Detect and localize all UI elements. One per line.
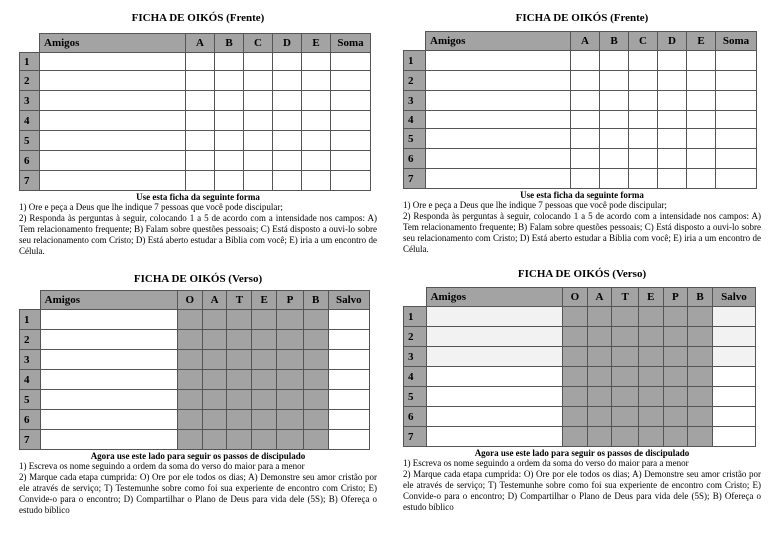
header-d: D xyxy=(658,32,687,51)
corner-cell xyxy=(20,291,41,310)
sum-cell[interactable] xyxy=(716,169,757,189)
front-table xyxy=(19,33,371,191)
instruction-1: 1) Escreva os nome seguindo a ordem da soma do verso do maior para a menor xyxy=(19,461,305,471)
step-cell[interactable] xyxy=(688,407,713,427)
step-cell[interactable] xyxy=(277,410,304,430)
score-cell[interactable] xyxy=(600,91,629,111)
header-salvo: Salvo xyxy=(328,291,369,310)
sum-cell[interactable] xyxy=(716,51,757,71)
saved-cell[interactable] xyxy=(712,307,755,327)
score-cell[interactable] xyxy=(302,71,331,91)
row-number: 2 xyxy=(404,71,426,91)
step-cell[interactable] xyxy=(202,390,227,410)
score-cell[interactable] xyxy=(571,51,600,71)
friend-cell[interactable] xyxy=(426,327,562,347)
header-a: A xyxy=(186,34,215,53)
friend-cell[interactable] xyxy=(426,71,571,91)
header-t: T xyxy=(227,291,252,310)
corner-cell xyxy=(404,32,426,51)
instruction-1: 1) Escreva os nome seguindo a ordem da soma do verso do maior para a menor xyxy=(403,458,689,468)
friend-cell[interactable] xyxy=(40,151,186,171)
step-cell[interactable] xyxy=(227,390,252,410)
step-cell[interactable] xyxy=(612,427,639,447)
step-cell[interactable] xyxy=(612,367,639,387)
score-cell[interactable] xyxy=(600,71,629,91)
score-cell[interactable] xyxy=(302,171,331,191)
back-title: FICHA DE OIKÓS (Verso) xyxy=(133,273,263,285)
row-number: 2 xyxy=(404,327,427,347)
saved-cell[interactable] xyxy=(712,347,755,367)
row-number: 5 xyxy=(404,129,426,149)
instructions-heading: Use esta ficha da seguinte forma xyxy=(520,190,644,200)
step-cell[interactable] xyxy=(177,330,202,350)
header-b: B xyxy=(688,288,713,307)
score-cell[interactable] xyxy=(658,111,687,129)
score-cell[interactable] xyxy=(215,91,244,111)
row-number: 3 xyxy=(404,91,426,111)
step-cell[interactable] xyxy=(663,347,688,367)
front-panel-left xyxy=(19,12,377,257)
step-cell[interactable] xyxy=(587,407,612,427)
score-cell[interactable] xyxy=(244,111,273,131)
row-number: 1 xyxy=(20,53,40,71)
score-cell[interactable] xyxy=(244,151,273,171)
score-cell[interactable] xyxy=(273,91,302,111)
score-cell[interactable] xyxy=(571,149,600,169)
sum-cell[interactable] xyxy=(716,91,757,111)
step-cell[interactable] xyxy=(252,370,277,390)
step-cell[interactable] xyxy=(587,347,612,367)
sum-cell[interactable] xyxy=(716,149,757,169)
step-cell[interactable] xyxy=(663,327,688,347)
score-cell[interactable] xyxy=(687,71,716,91)
step-cell[interactable] xyxy=(252,430,277,450)
score-cell[interactable] xyxy=(273,131,302,151)
score-cell[interactable] xyxy=(658,71,687,91)
saved-cell[interactable] xyxy=(328,350,369,370)
step-cell[interactable] xyxy=(177,350,202,370)
score-cell[interactable] xyxy=(658,149,687,169)
sum-cell[interactable] xyxy=(716,71,757,91)
step-cell[interactable] xyxy=(587,387,612,407)
score-cell[interactable] xyxy=(244,53,273,71)
step-cell[interactable] xyxy=(563,427,588,447)
row-number: 2 xyxy=(20,330,41,350)
back-title: FICHA DE OIKÓS (Verso) xyxy=(517,268,647,280)
header-e: E xyxy=(638,288,663,307)
header-a: A xyxy=(587,288,612,307)
step-cell[interactable] xyxy=(563,367,588,387)
score-cell[interactable] xyxy=(215,131,244,151)
score-cell[interactable] xyxy=(215,53,244,71)
header-o: O xyxy=(563,288,588,307)
step-cell[interactable] xyxy=(227,330,252,350)
row-number: 1 xyxy=(404,307,427,327)
score-cell[interactable] xyxy=(215,71,244,91)
step-cell[interactable] xyxy=(612,327,639,347)
row-number: 6 xyxy=(404,407,427,427)
header-a: A xyxy=(571,32,600,51)
score-cell[interactable] xyxy=(687,91,716,111)
saved-cell[interactable] xyxy=(328,390,369,410)
front-title: FICHA DE OIKÓS (Frente) xyxy=(131,12,265,24)
header-amigos: Amigos xyxy=(40,34,186,53)
score-cell[interactable] xyxy=(571,91,600,111)
score-cell[interactable] xyxy=(658,51,687,71)
score-cell[interactable] xyxy=(302,131,331,151)
step-cell[interactable] xyxy=(638,347,663,367)
score-cell[interactable] xyxy=(302,111,331,131)
score-cell[interactable] xyxy=(186,151,215,171)
friend-cell[interactable] xyxy=(426,307,562,327)
step-cell[interactable] xyxy=(303,430,328,450)
friend-cell[interactable] xyxy=(426,51,571,71)
saved-cell[interactable] xyxy=(712,387,755,407)
sum-cell[interactable] xyxy=(331,71,371,91)
corner-cell xyxy=(20,34,40,53)
score-cell[interactable] xyxy=(600,169,629,189)
step-cell[interactable] xyxy=(563,347,588,367)
saved-cell[interactable] xyxy=(712,407,755,427)
saved-cell[interactable] xyxy=(328,370,369,390)
sum-cell[interactable] xyxy=(331,171,371,191)
step-cell[interactable] xyxy=(663,307,688,327)
step-cell[interactable] xyxy=(638,327,663,347)
instruction-1: 1) Ore e peça a Deus que lhe indique 7 pessoas que você pode discipular; xyxy=(19,202,283,212)
step-cell[interactable] xyxy=(563,327,588,347)
back-table xyxy=(403,287,756,447)
front-title: FICHA DE OIKÓS (Frente) xyxy=(515,12,649,24)
friend-cell[interactable] xyxy=(40,131,186,151)
saved-cell[interactable] xyxy=(328,410,369,430)
step-cell[interactable] xyxy=(177,430,202,450)
saved-cell[interactable] xyxy=(712,427,755,447)
score-cell[interactable] xyxy=(600,51,629,71)
step-cell[interactable] xyxy=(177,310,202,330)
friend-cell[interactable] xyxy=(426,111,571,129)
header-b: B xyxy=(600,32,629,51)
score-cell[interactable] xyxy=(244,131,273,151)
sum-cell[interactable] xyxy=(331,131,371,151)
step-cell[interactable] xyxy=(277,350,304,370)
front-table xyxy=(403,31,757,189)
step-cell[interactable] xyxy=(303,370,328,390)
friend-cell[interactable] xyxy=(40,111,186,131)
step-cell[interactable] xyxy=(227,310,252,330)
score-cell[interactable] xyxy=(571,129,600,149)
row-number: 2 xyxy=(20,71,40,91)
step-cell[interactable] xyxy=(303,350,328,370)
friend-cell[interactable] xyxy=(40,71,186,91)
header-salvo: Salvo xyxy=(712,288,755,307)
score-cell[interactable] xyxy=(186,131,215,151)
friend-cell[interactable] xyxy=(426,91,571,111)
step-cell[interactable] xyxy=(688,367,713,387)
back-table xyxy=(19,290,370,450)
step-cell[interactable] xyxy=(638,407,663,427)
step-cell[interactable] xyxy=(177,410,202,430)
step-cell[interactable] xyxy=(563,407,588,427)
step-cell[interactable] xyxy=(688,327,713,347)
step-cell[interactable] xyxy=(563,307,588,327)
row-number: 5 xyxy=(20,131,40,151)
friend-cell[interactable] xyxy=(40,410,177,430)
header-o: O xyxy=(177,291,202,310)
step-cell[interactable] xyxy=(252,390,277,410)
header-amigos: Amigos xyxy=(426,32,571,51)
score-cell[interactable] xyxy=(658,169,687,189)
step-cell[interactable] xyxy=(612,387,639,407)
score-cell[interactable] xyxy=(600,149,629,169)
step-cell[interactable] xyxy=(663,367,688,387)
sum-cell[interactable] xyxy=(331,53,371,71)
instruction-2: 2) Responda às perguntas à seguir, colocando 1 a 5 de acordo com a intensidade nos campos: A) Tem relacionamento frequente; B) Falam sobre questões pessoais; C) Está disposto a ouvi-lo sobre seu relacionamento com Cristo; D) Está aberto estudar a Bíblia com você; E) iria a um encontro de Célula. xyxy=(19,213,377,256)
step-cell[interactable] xyxy=(663,427,688,447)
friend-cell[interactable] xyxy=(426,169,571,189)
score-cell[interactable] xyxy=(186,171,215,191)
friend-cell[interactable] xyxy=(40,430,177,450)
step-cell[interactable] xyxy=(202,410,227,430)
score-cell[interactable] xyxy=(186,111,215,131)
score-cell[interactable] xyxy=(629,149,658,169)
friend-cell[interactable] xyxy=(40,310,177,330)
header-p: P xyxy=(277,291,304,310)
step-cell[interactable] xyxy=(587,327,612,347)
score-cell[interactable] xyxy=(629,71,658,91)
instructions-heading: Agora use este lado para seguir os passos de discipulado xyxy=(90,451,306,461)
step-cell[interactable] xyxy=(688,427,713,447)
score-cell[interactable] xyxy=(186,53,215,71)
score-cell[interactable] xyxy=(273,171,302,191)
step-cell[interactable] xyxy=(202,370,227,390)
step-cell[interactable] xyxy=(202,350,227,370)
score-cell[interactable] xyxy=(215,171,244,191)
step-cell[interactable] xyxy=(303,310,328,330)
row-number: 3 xyxy=(20,350,41,370)
sum-cell[interactable] xyxy=(331,111,371,131)
friend-cell[interactable] xyxy=(40,330,177,350)
instruction-1: 1) Ore e peça a Deus que lhe indique 7 pessoas que você pode discipular; xyxy=(403,200,667,210)
score-cell[interactable] xyxy=(687,149,716,169)
header-a: A xyxy=(202,291,227,310)
back-panel-right xyxy=(403,268,761,513)
row-number: 3 xyxy=(404,347,427,367)
back-panel-left xyxy=(19,273,377,516)
row-number: 7 xyxy=(20,171,40,191)
row-number: 5 xyxy=(20,390,41,410)
saved-cell[interactable] xyxy=(712,367,755,387)
friend-cell[interactable] xyxy=(40,91,186,111)
score-cell[interactable] xyxy=(215,151,244,171)
step-cell[interactable] xyxy=(638,387,663,407)
score-cell[interactable] xyxy=(600,129,629,149)
row-number: 5 xyxy=(404,387,427,407)
row-number: 1 xyxy=(20,310,41,330)
step-cell[interactable] xyxy=(303,410,328,430)
step-cell[interactable] xyxy=(612,347,639,367)
instruction-2: 2) Marque cada etapa cumprida: O) Ore por ele todos os dias; A) Demonstre seu amor cristão por ele através de serviço; T) Testemunhe sobre como foi sua experiente de encontro com Cristo; E) Convide-o para o encontro; D) Compartilhar o Plano de Deus para vida dele (5S); B) Ofereça o estudo bíblico xyxy=(403,469,761,512)
friend-cell[interactable] xyxy=(40,53,186,71)
row-number: 6 xyxy=(20,151,40,171)
header-d: D xyxy=(273,34,302,53)
header-amigos: Amigos xyxy=(426,288,562,307)
step-cell[interactable] xyxy=(252,410,277,430)
step-cell[interactable] xyxy=(612,307,639,327)
header-b: B xyxy=(303,291,328,310)
step-cell[interactable] xyxy=(688,347,713,367)
friend-cell[interactable] xyxy=(40,350,177,370)
step-cell[interactable] xyxy=(612,407,639,427)
header-soma: Soma xyxy=(331,34,371,53)
score-cell[interactable] xyxy=(273,71,302,91)
header-e: E xyxy=(302,34,331,53)
step-cell[interactable] xyxy=(227,410,252,430)
saved-cell[interactable] xyxy=(328,310,369,330)
step-cell[interactable] xyxy=(177,370,202,390)
score-cell[interactable] xyxy=(571,111,600,129)
header-p: P xyxy=(663,288,688,307)
score-cell[interactable] xyxy=(629,129,658,149)
step-cell[interactable] xyxy=(277,430,304,450)
step-cell[interactable] xyxy=(252,310,277,330)
step-cell[interactable] xyxy=(663,387,688,407)
header-c: C xyxy=(244,34,273,53)
friend-cell[interactable] xyxy=(426,407,562,427)
step-cell[interactable] xyxy=(227,370,252,390)
row-number: 4 xyxy=(404,367,427,387)
step-cell[interactable] xyxy=(663,407,688,427)
instruction-2: 2) Marque cada etapa cumprida: O) Ore por ele todos os dias; A) Demonstre seu amor cristão por ele através de serviço; T) Testemunhe sobre como foi sua experiente de encontro com Cristo; E) Convide-o para o encontro; D) Compartilhar o Plano de Deus para vida dele (5S); B) Ofereça o estudo bíblico xyxy=(19,472,377,515)
step-cell[interactable] xyxy=(252,350,277,370)
saved-cell[interactable] xyxy=(712,327,755,347)
step-cell[interactable] xyxy=(587,427,612,447)
score-cell[interactable] xyxy=(629,111,658,129)
step-cell[interactable] xyxy=(638,427,663,447)
sum-cell[interactable] xyxy=(331,151,371,171)
row-number: 7 xyxy=(404,169,426,189)
score-cell[interactable] xyxy=(687,111,716,129)
score-cell[interactable] xyxy=(273,151,302,171)
score-cell[interactable] xyxy=(215,111,244,131)
friend-cell[interactable] xyxy=(40,171,186,191)
row-number: 4 xyxy=(404,111,426,129)
step-cell[interactable] xyxy=(638,307,663,327)
front-panel-right xyxy=(403,12,761,255)
step-cell[interactable] xyxy=(587,367,612,387)
header-e: E xyxy=(687,32,716,51)
score-cell[interactable] xyxy=(687,51,716,71)
step-cell[interactable] xyxy=(277,390,304,410)
friend-cell[interactable] xyxy=(426,427,562,447)
friend-cell[interactable] xyxy=(40,370,177,390)
score-cell[interactable] xyxy=(571,71,600,91)
step-cell[interactable] xyxy=(587,307,612,327)
header-amigos: Amigos xyxy=(40,291,177,310)
score-cell[interactable] xyxy=(244,71,273,91)
header-soma: Soma xyxy=(716,32,757,51)
score-cell[interactable] xyxy=(687,129,716,149)
header-t: T xyxy=(612,288,639,307)
row-number: 7 xyxy=(404,427,427,447)
step-cell[interactable] xyxy=(227,430,252,450)
row-number: 6 xyxy=(20,410,41,430)
score-cell[interactable] xyxy=(302,91,331,111)
score-cell[interactable] xyxy=(302,53,331,71)
friend-cell[interactable] xyxy=(426,129,571,149)
step-cell[interactable] xyxy=(177,390,202,410)
friend-cell[interactable] xyxy=(40,390,177,410)
instructions-heading: Agora use este lado para seguir os passos de discipulado xyxy=(474,448,690,458)
step-cell[interactable] xyxy=(202,310,227,330)
saved-cell[interactable] xyxy=(328,330,369,350)
step-cell[interactable] xyxy=(563,387,588,407)
score-cell[interactable] xyxy=(629,51,658,71)
score-cell[interactable] xyxy=(186,71,215,91)
instructions-heading: Use esta ficha da seguinte forma xyxy=(136,192,260,202)
score-cell[interactable] xyxy=(244,171,273,191)
step-cell[interactable] xyxy=(303,330,328,350)
score-cell[interactable] xyxy=(629,91,658,111)
friend-cell[interactable] xyxy=(426,367,562,387)
row-number: 4 xyxy=(20,111,40,131)
row-number: 4 xyxy=(20,370,41,390)
score-cell[interactable] xyxy=(273,53,302,71)
score-cell[interactable] xyxy=(273,111,302,131)
header-e: E xyxy=(252,291,277,310)
step-cell[interactable] xyxy=(688,387,713,407)
step-cell[interactable] xyxy=(277,370,304,390)
sum-cell[interactable] xyxy=(331,91,371,111)
step-cell[interactable] xyxy=(202,330,227,350)
score-cell[interactable] xyxy=(571,169,600,189)
sum-cell[interactable] xyxy=(716,111,757,129)
row-number: 7 xyxy=(20,430,41,450)
friend-cell[interactable] xyxy=(426,387,562,407)
score-cell[interactable] xyxy=(658,129,687,149)
sum-cell[interactable] xyxy=(716,129,757,149)
row-number: 3 xyxy=(20,91,40,111)
instruction-2: 2) Responda às perguntas à seguir, colocando 1 a 5 de acordo com a intensidade nos campos: A) Tem relacionamento frequente; B) Falam sobre questões pessoais; C) Está disposto a ouvi-lo sobre seu relacionamento com Cristo; D) Está aberto estudar a Bíblia com você; E) iria a um encontro de Célula. xyxy=(403,211,761,254)
corner-cell xyxy=(404,288,427,307)
friend-cell[interactable] xyxy=(426,149,571,169)
score-cell[interactable] xyxy=(302,151,331,171)
score-cell[interactable] xyxy=(658,91,687,111)
step-cell[interactable] xyxy=(252,330,277,350)
score-cell[interactable] xyxy=(186,91,215,111)
header-c: C xyxy=(629,32,658,51)
step-cell[interactable] xyxy=(638,367,663,387)
score-cell[interactable] xyxy=(687,169,716,189)
score-cell[interactable] xyxy=(600,111,629,129)
score-cell[interactable] xyxy=(244,91,273,111)
row-number: 1 xyxy=(404,51,426,71)
row-number: 6 xyxy=(404,149,426,169)
friend-cell[interactable] xyxy=(426,347,562,367)
header-b: B xyxy=(215,34,244,53)
step-cell[interactable] xyxy=(277,330,304,350)
score-cell[interactable] xyxy=(629,169,658,189)
step-cell[interactable] xyxy=(202,430,227,450)
step-cell[interactable] xyxy=(277,310,304,330)
step-cell[interactable] xyxy=(227,350,252,370)
step-cell[interactable] xyxy=(303,390,328,410)
saved-cell[interactable] xyxy=(328,430,369,450)
step-cell[interactable] xyxy=(688,307,713,327)
